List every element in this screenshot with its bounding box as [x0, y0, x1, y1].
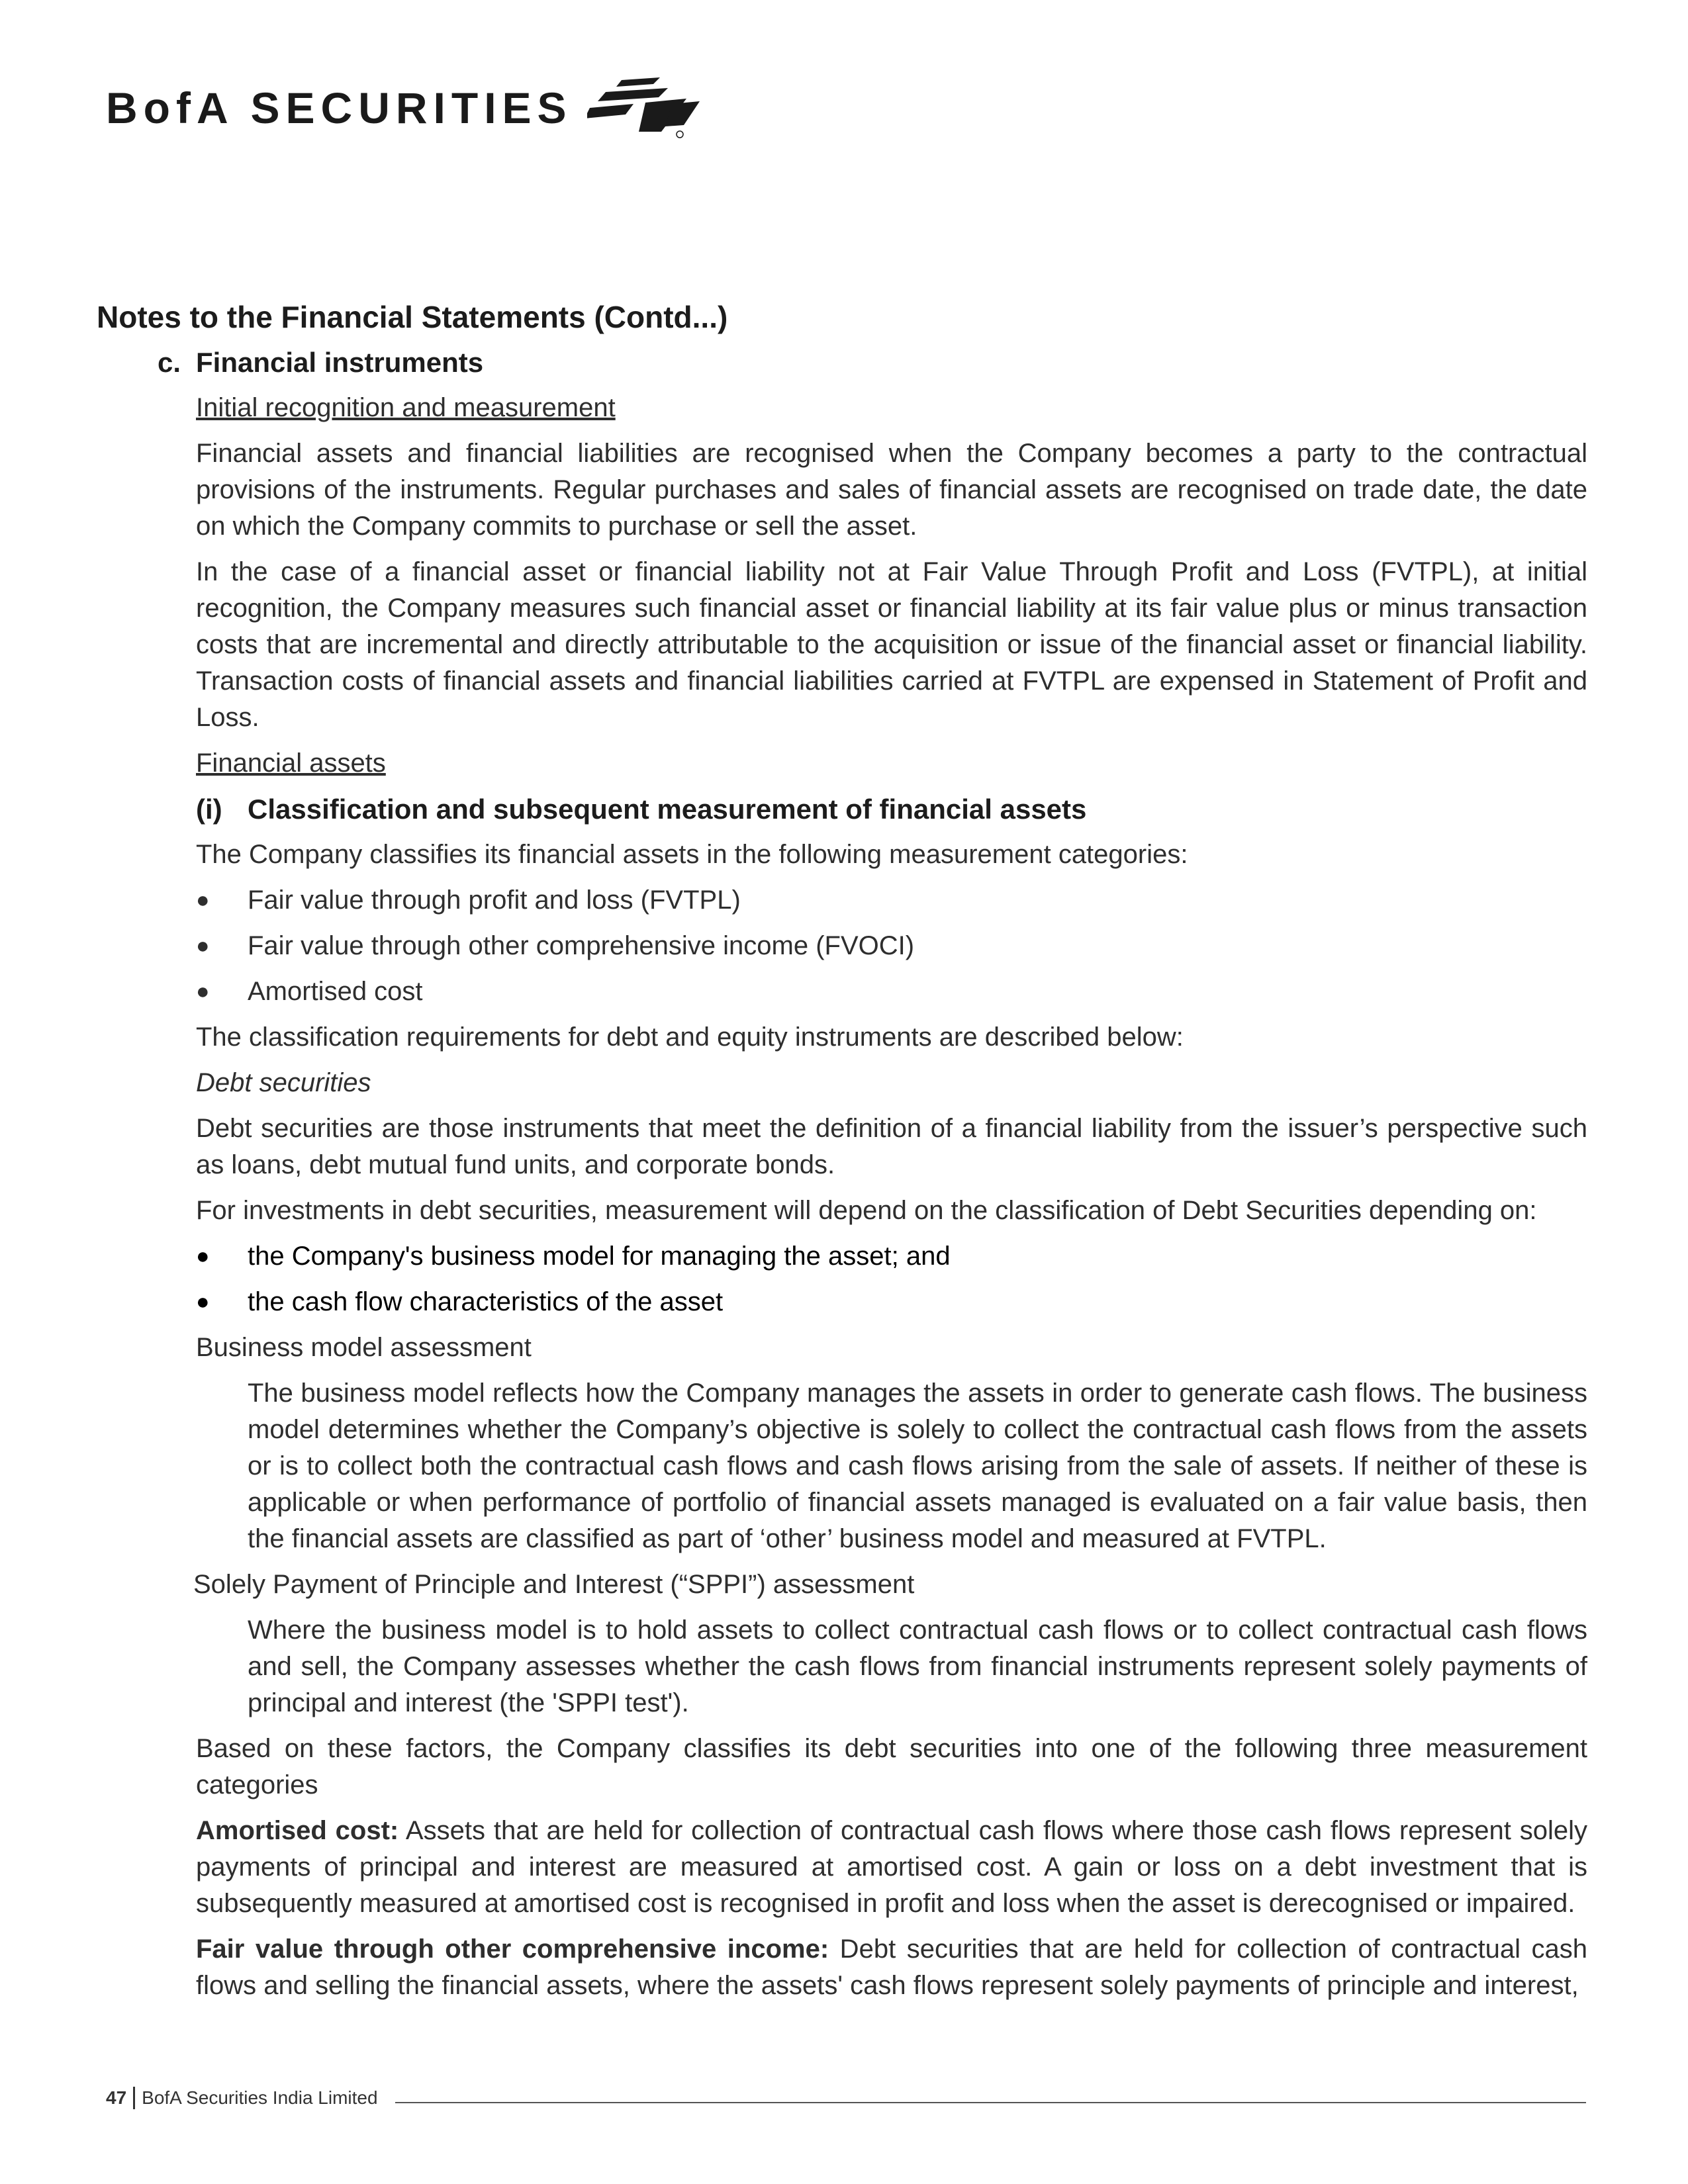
bullet-icon: ●	[196, 1289, 210, 1314]
fvoci-paragraph: Fair value through other comprehensive income: Debt securities that are held for collection of contractual cash flows and selling the financial assets, where the assets' cash flows represent solely payments of principle and interest,	[196, 1934, 1587, 2000]
debt-securities-title: Debt securities	[196, 1068, 371, 1097]
bullet-icon: ●	[196, 1244, 210, 1269]
page-number: 47	[106, 2087, 127, 2108]
bullet-icon: ●	[196, 979, 210, 1004]
page-heading: Notes to the Financial Statements (Contd...)	[97, 300, 728, 334]
investments-text: For investments in debt securities, measurement will depend on the classification of Debt Securities depending on:	[196, 1196, 1537, 1225]
list-item: ● Amortised cost	[196, 974, 1587, 1010]
fvoci-label: Fair value through other comprehensive income:	[196, 1934, 829, 1964]
brand-logo	[106, 71, 700, 144]
footer-company: BofA Securities India Limited	[142, 2087, 378, 2108]
requirements-text: The classification requirements for debt and equity instruments are described below:	[196, 1023, 1184, 1052]
footer-rule	[395, 2102, 1586, 2103]
business-model-text: The business model reflects how the Company manages the assets in order to generate cash flows. The business model determines whether the Company’s objective is solely to collect the contractual cash flows from the assets or is to collect both the contractual cash flows and cash flows arising from the sale of assets. If neither of these is applicable or when performance of portfolio of financial assets managed is evaluated on a fair value basis, then the financial assets are classified as part of ‘other’ business model and measured at FVTPL.	[248, 1379, 1587, 1553]
depends-list	[196, 1238, 1587, 1320]
bullet-icon: ●	[196, 887, 210, 913]
list-item: ● the Company's business model for managing the asset; and	[196, 1238, 1587, 1275]
footer-divider	[133, 2087, 135, 2109]
business-model-title: Business model assessment	[196, 1333, 532, 1362]
section-title-text: Financial instruments	[196, 347, 484, 378]
bofa-flag-icon	[587, 75, 700, 141]
list-item: ● Fair value through other comprehensive income (FVOCI)	[196, 928, 1587, 964]
sppi-text: Where the business model is to hold assets to collect contractual cash flows or to collect contractual cash flows and sell, the Company assesses whether the cash flows from financial instruments represent solely payments of principal and interest (the 'SPPI test').	[248, 1615, 1587, 1717]
sppi-title-wrap	[97, 1567, 1587, 1603]
debt-definition: Debt securities are those instruments that meet the definition of a financial liability from the issuer’s perspective such as loans, debt mutual fund units, and corporate bonds.	[196, 1114, 1587, 1179]
amortised-cost-paragraph: Amortised cost: Assets that are held for collection of contractual cash flows where those cash flows represent solely payments of principal and interest are measured at amortised cost. A gain or loss on a debt investment that is subsequently measured at amortised cost is recognised in profit and loss when the asset is derecognised or impaired.	[196, 1816, 1588, 1918]
amortised-cost-label: Amortised cost:	[196, 1816, 399, 1845]
list-item: ● the cash flow characteristics of the asset	[196, 1284, 1587, 1320]
classification-title	[196, 791, 1587, 827]
sppi-body	[97, 1612, 1587, 1721]
initial-paragraph-1: Financial assets and financial liabilities are recognised when the Company becomes a party to the contractual provisions of the instruments. Regular purchases and sales of financial assets are recognised on trade date, the date on which the Company commits to purchase or sell the asset.	[196, 439, 1587, 541]
notes-content	[97, 296, 1587, 2013]
initial-recognition-title: Initial recognition and measurement	[196, 393, 616, 422]
list-item: ● Fair value through profit and loss (FVTPL)	[196, 882, 1587, 919]
section-letter: c.	[158, 347, 181, 378]
business-model-body	[97, 1375, 1587, 1557]
section-body	[97, 390, 1587, 1366]
categories-intro: The Company classifies its financial assets in the following measurement categories:	[196, 840, 1188, 869]
financial-assets-title: Financial assets	[196, 749, 386, 778]
section-title	[97, 344, 1587, 381]
based-text: Based on these factors, the Company classifies its debt securities into one of the following three measurement categories	[196, 1734, 1587, 1799]
categories-list	[196, 882, 1587, 1010]
measurement-body	[97, 1731, 1587, 2004]
logo-wordmark: BofA SECURITIES	[106, 83, 573, 132]
page-footer	[106, 2085, 1586, 2111]
classification-number: (i)	[196, 794, 222, 825]
bullet-icon: ●	[196, 933, 210, 958]
initial-paragraph-2: In the case of a financial asset or financial liability not at Fair Value Through Profit and Loss (FVTPL), at initial recognition, the Company measures such financial asset or financial liability at its fair value plus or minus transaction costs that are incremental and directly attributable to the acquisition or issue of the financial asset or financial liability. Transaction costs of financial assets and financial liabilities carried at FVTPL are expensed in Statement of Profit and Loss.	[196, 557, 1587, 732]
classification-title-text: Classification and subsequent measurement of financial assets	[248, 794, 1087, 825]
sppi-title: Solely Payment of Principle and Interest (“SPPI”) assessment	[193, 1570, 915, 1599]
